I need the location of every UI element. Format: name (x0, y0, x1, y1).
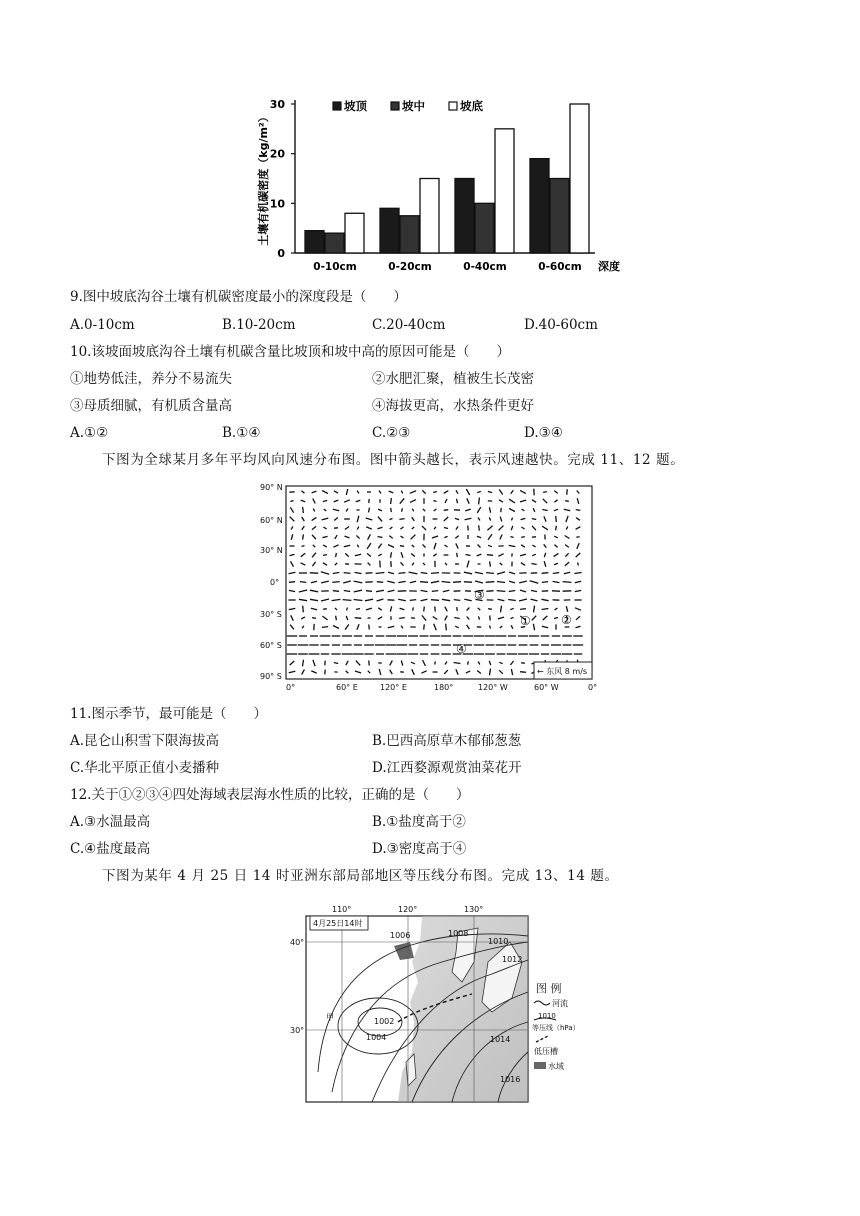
wind-arrow (355, 618, 362, 619)
wind-arrow (368, 618, 371, 619)
wind-legend: ← 东风 8 m/s (537, 667, 588, 676)
wind-arrow (542, 573, 549, 574)
place-jia: 甲 (326, 1013, 334, 1022)
x-tick-label: 0-20cm (388, 261, 432, 273)
bar-坡中-0-10cm (325, 233, 344, 253)
wind-arrow (497, 591, 506, 592)
wind-arrow (486, 573, 494, 574)
wind-arrow (487, 555, 493, 556)
q10-item-3: ③母质细腻，有机质含量高 (70, 398, 232, 414)
lat-90s: 90° S (260, 672, 282, 681)
isobar-label-1014: 1014 (490, 1035, 511, 1044)
wind-arrow (542, 582, 548, 583)
legend-swatch-坡中 (391, 102, 399, 110)
lon-130: 130° (464, 905, 484, 914)
lon-110: 110° (332, 905, 352, 914)
wind-arrow (479, 498, 480, 505)
legend-trough-line (536, 1036, 548, 1042)
y-tick-label: 30 (269, 98, 285, 111)
x-tick-label: 0-40cm (463, 261, 507, 273)
wind-arrow (432, 591, 438, 592)
isobar-label-1002: 1002 (374, 1017, 395, 1026)
marker-1: ① (520, 614, 531, 628)
x-axis-title: 深度 (598, 260, 620, 273)
wind-arrow (556, 516, 557, 522)
q10-option-d: D.③④ (524, 425, 563, 441)
wind-arrow (486, 591, 493, 592)
intro-13-14: 下图为某年 4 月 25 日 14 时亚洲东部局部地区等压线分布图。完成 13、14 题。 (102, 868, 619, 884)
wind-arrow (402, 508, 403, 511)
legend-isobar-value: 1010 (538, 1012, 556, 1020)
global-wind-map (258, 478, 600, 692)
legend-swatch-坡顶 (333, 102, 341, 110)
wind-arrow (490, 561, 491, 566)
wind-arrow (424, 607, 425, 612)
bar-坡底-0-60cm (570, 104, 589, 253)
legend-water-swatch (534, 1062, 546, 1069)
x-tick-label: 0-10cm (313, 261, 357, 273)
wind-arrow (446, 624, 447, 631)
wind-arrow (486, 582, 495, 583)
q9-option-d: D.40-60cm (524, 317, 598, 333)
bar-坡底-0-20cm (420, 179, 439, 254)
isobar-label-1008: 1008 (448, 929, 469, 938)
bar-坡中-0-40cm (475, 203, 494, 253)
wind-arrow (410, 600, 416, 601)
intro-11-12: 下图为全球某月多年平均风向风速分布图。图中箭头越长，表示风速越快。完成 11、12 题。 (102, 452, 685, 468)
question-12-stem: 12.关于①②③④四处海域表层海水性质的比较，正确的是（ ） (70, 787, 470, 803)
pressure-map-legend (532, 981, 580, 1071)
wind-arrow (468, 526, 469, 531)
wind-arrow (366, 591, 372, 592)
lon-60w: 60° W (534, 683, 559, 692)
wind-arrow (488, 609, 492, 610)
legend-title: 图 例 (536, 982, 562, 995)
wind-arrow (520, 609, 526, 610)
y-axis-title: 土壤有机碳密度（kg/m²） (257, 111, 270, 246)
legend-river-line (534, 1001, 550, 1005)
q9-option-a: A.0-10cm (70, 317, 135, 333)
lon-60e: 60° E (336, 683, 358, 692)
lat-90n: 90° N (260, 483, 283, 492)
wind-arrow (344, 573, 351, 574)
y-tick-label: 10 (269, 197, 285, 211)
bar-坡底-0-10cm (345, 213, 364, 253)
wind-arrow (424, 624, 425, 629)
legend-water: 水域 (548, 1062, 564, 1071)
q10-item-1: ①地势低洼，养分不易流失 (70, 371, 232, 387)
lat-30s: 30° S (260, 610, 282, 619)
wind-arrow (565, 501, 569, 502)
wind-arrow (563, 582, 572, 583)
wind-arrow (435, 662, 436, 665)
wind-arrow (303, 606, 304, 613)
wind-arrow (521, 537, 525, 538)
wind-arrow (479, 525, 480, 530)
q11-option-d: D.江西婺源观赏油菜花开 (372, 760, 522, 776)
wind-arrow (399, 618, 405, 619)
wind-arrow (510, 537, 513, 538)
wind-arrow (457, 553, 458, 557)
wind-arrow (453, 582, 461, 583)
bar-坡中-0-60cm (550, 179, 569, 254)
wind-arrow (576, 510, 581, 511)
bar-坡底-0-40cm (495, 129, 514, 253)
q10-item-2: ②水肥汇聚，植被生长茂密 (372, 371, 534, 387)
lat-30: 30° (290, 1026, 305, 1035)
legend-trough: 低压槽 (534, 1047, 558, 1056)
lat-30n: 30° N (260, 546, 283, 555)
legend-isobar: 等压线（hPa） (532, 1024, 580, 1032)
isobar-label-1012: 1012 (502, 955, 523, 964)
bar-坡顶-0-10cm (305, 231, 324, 253)
isobar-label-1010: 1010 (488, 937, 509, 946)
legend-label-坡底: 坡底 (460, 99, 483, 113)
q12-option-d: D.③密度高于④ (372, 841, 467, 857)
wind-arrow (399, 519, 404, 520)
wind-arrow (369, 625, 370, 630)
q12-option-b: B.①盐度高于② (372, 814, 466, 830)
bar-坡中-0-20cm (400, 216, 419, 253)
q10-option-a: A.①② (70, 425, 109, 441)
wind-arrow (454, 600, 460, 601)
wind-arrow (378, 537, 383, 538)
wind-arrow (336, 616, 337, 620)
marker-4: ④ (456, 642, 467, 656)
q9-option-b: B.10-20cm (222, 317, 296, 333)
lon-0-left: 0° (286, 683, 296, 692)
wind-arrow (556, 526, 557, 530)
wind-arrow (347, 608, 348, 611)
bar-坡顶-0-60cm (530, 159, 549, 253)
isobar-label-1016: 1016 (500, 1075, 521, 1084)
wind-arrow (400, 546, 404, 547)
wind-arrow (303, 507, 304, 513)
y-tick-label: 0 (277, 247, 285, 260)
time-label: 4月25日14时 (313, 919, 363, 928)
q11-option-b: B.巴西高原草木郁郁葱葱 (372, 733, 522, 749)
wind-arrow (323, 555, 327, 556)
q12-option-a: A.③水温最高 (70, 814, 151, 830)
bar-坡顶-0-20cm (380, 208, 399, 253)
wind-arrow (312, 618, 316, 619)
bar-坡顶-0-40cm (455, 179, 474, 254)
lat-0: 0° (270, 578, 280, 587)
wind-arrow (420, 582, 428, 583)
lat-60n: 60° N (260, 516, 283, 525)
soil-carbon-bar-chart (255, 88, 620, 278)
lon-0-right: 0° (588, 683, 598, 692)
wind-arrow (336, 553, 337, 557)
question-9-stem: 9.图中坡底沟谷土壤有机碳密度最小的深度段是（ ） (70, 289, 407, 305)
wind-arrow (391, 508, 392, 512)
question-10-stem: 10.该坡面坡底沟谷土壤有机碳含量比坡顶和坡中高的原因可能是（ ） (70, 344, 510, 360)
wind-arrow (578, 563, 579, 566)
q11-option-a: A.昆仑山积雪下限海拔高 (70, 733, 220, 749)
wind-arrow (377, 582, 383, 583)
wind-arrow (520, 672, 526, 673)
q10-option-b: B.①④ (222, 425, 261, 441)
wind-arrow (391, 498, 392, 504)
question-11-stem: 11.图示季节，最可能是（ ） (70, 706, 267, 722)
q11-option-c: C.华北平原正值小麦播种 (70, 760, 220, 776)
marker-2: ② (561, 613, 572, 627)
wind-arrow (332, 582, 339, 583)
lat-40: 40° (290, 938, 305, 947)
wind-arrow (431, 600, 439, 601)
legend-swatch-坡底 (449, 102, 457, 110)
wind-arrow (343, 600, 352, 601)
q10-item-4: ④海拔更高，水热条件更好 (372, 398, 534, 414)
marker-3: ③ (474, 588, 485, 602)
wind-arrow (289, 582, 295, 583)
wind-arrow (302, 546, 305, 547)
wind-arrow (333, 591, 339, 592)
y-tick-label: 20 (269, 147, 285, 161)
wind-arrow (413, 607, 414, 610)
q10-option-c: C.②③ (372, 425, 411, 441)
wind-arrow (303, 534, 304, 539)
wind-arrow (322, 627, 328, 628)
lon-120: 120° (398, 905, 418, 914)
isobar-label-1006: 1006 (390, 931, 411, 940)
legend-label-坡顶: 坡顶 (344, 99, 367, 113)
wind-arrow (300, 582, 306, 583)
x-tick-label: 0-60cm (538, 261, 582, 273)
wind-arrow (543, 492, 547, 493)
isobar-label-1004: 1004 (366, 1033, 387, 1042)
lon-120w: 120° W (478, 683, 508, 692)
isobar-map-east-asia (290, 902, 580, 1102)
wind-arrow (468, 661, 469, 664)
wind-arrow (356, 609, 360, 610)
q9-option-c: C.20-40cm (372, 317, 446, 333)
q12-option-c: C.④盐度最高 (70, 841, 151, 857)
lon-120e: 120° E (380, 683, 407, 692)
legend-label-坡中: 坡中 (402, 99, 425, 113)
wind-arrow (399, 573, 406, 574)
legend-river: 河流 (552, 999, 568, 1008)
wind-arrow (431, 573, 439, 574)
lon-180: 180° (434, 683, 454, 692)
wind-arrow (444, 510, 449, 511)
lat-60s: 60° S (260, 641, 282, 650)
wind-arrow (323, 609, 327, 610)
